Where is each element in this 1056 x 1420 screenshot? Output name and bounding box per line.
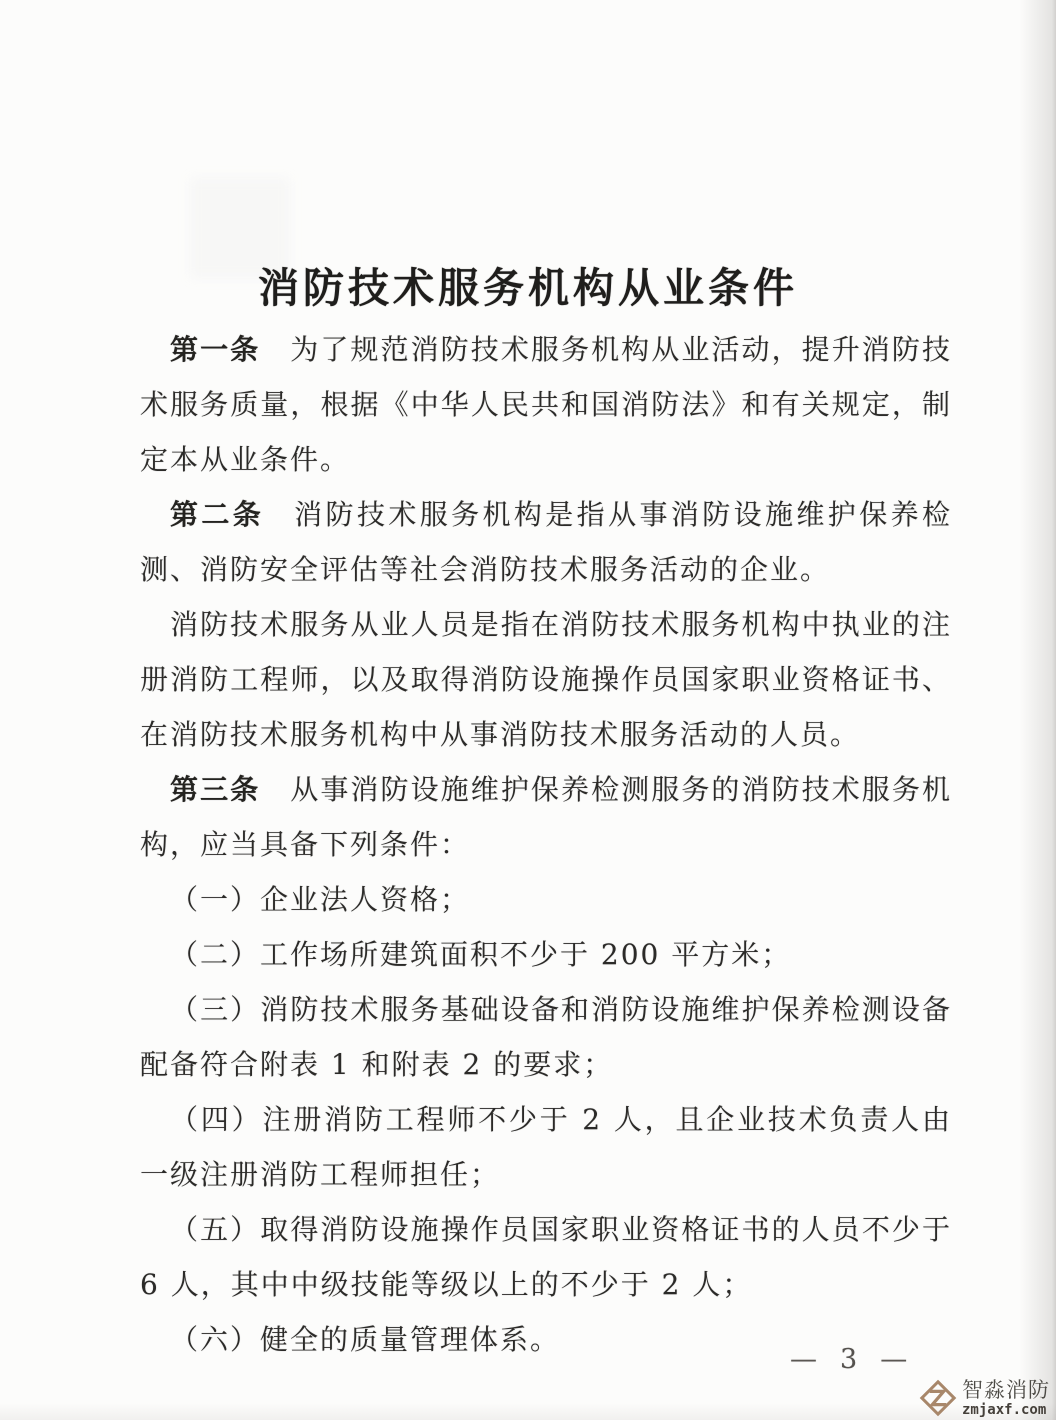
paragraph-text: 消防技术服务机构是指从事消防设施维护保养检测、消防安全评估等社会消防技术服务活动的企业。 — [140, 498, 952, 586]
footer-right-dash: — — [880, 1344, 909, 1375]
paragraph — [140, 597, 952, 762]
paragraph-text: 从事消防设施维护保养检测服务的消防技术服务机构，应当具备下列条件： — [140, 773, 952, 861]
paragraph — [140, 1202, 952, 1312]
paragraph-text: （二）工作场所建筑面积不少于 200 平方米； — [170, 938, 792, 971]
footer-left-dash: — — [790, 1344, 818, 1375]
article-number-label: 第二条 — [170, 498, 265, 531]
paragraph — [140, 927, 952, 982]
document-title: 消防技术服务机构从业条件 — [258, 264, 798, 313]
paragraph-text: 为了规范消防技术服务机构从业活动，提升消防技术服务质量，根据《中华人民共和国消防法》和有关规定，制定本从业条件。 — [140, 333, 952, 476]
paragraph — [140, 487, 952, 597]
watermark-brand: 智淼消防 — [962, 1377, 1050, 1402]
paragraph-text: （六）健全的质量管理体系。 — [170, 1323, 561, 1356]
paragraph — [140, 762, 952, 872]
watermark — [919, 1379, 1050, 1417]
paragraph-text: 消防技术服务从业人员是指在消防技术服务机构中执业的注册消防工程师，以及取得消防设施操作员国家职业资格证书、在消防技术服务机构中从事消防技术服务活动的人员。 — [140, 608, 952, 751]
document-body — [140, 322, 952, 1367]
paragraph — [140, 322, 952, 487]
article-number-label: 第一条 — [170, 333, 261, 366]
paragraph — [140, 1092, 952, 1202]
watermark-site: zmjaxf.com — [962, 1401, 1047, 1418]
paragraph — [140, 982, 952, 1092]
paragraph-text: （一）企业法人资格； — [170, 883, 471, 916]
watermark-text — [962, 1377, 1050, 1418]
paragraph-text: （四）注册消防工程师不少于 2 人，且企业技术负责人由一级注册消防工程师担任； — [140, 1103, 952, 1191]
diamond-z-logo-icon — [919, 1379, 957, 1417]
paragraph-text: （三）消防技术服务基础设备和消防设施维护保养检测设备配备符合附表 1 和附表 2 的要求； — [140, 993, 952, 1081]
page-footer — [790, 1344, 908, 1375]
article-number-label: 第三条 — [170, 773, 261, 806]
page-number: 3 — [840, 1344, 859, 1375]
paragraph — [140, 872, 952, 927]
paragraph-text: （五）取得消防设施操作员国家职业资格证书的人员不少于 6 人，其中中级技能等级以上的不少于 2 人； — [140, 1213, 952, 1301]
